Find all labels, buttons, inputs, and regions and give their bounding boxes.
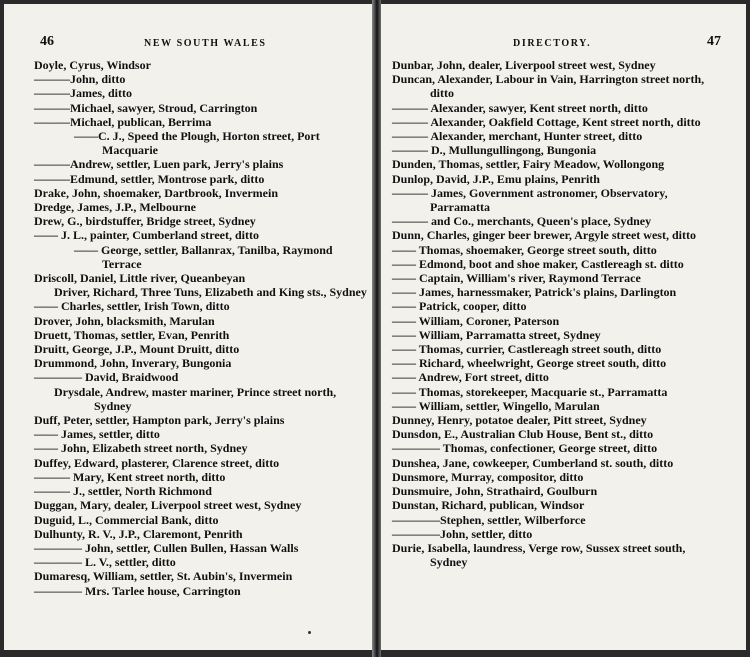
entry: ———— John, settler, Cullen Bullen, Hassan Walls — [34, 540, 299, 555]
entry: Duguid, L., Commercial Bank, ditto — [34, 512, 219, 527]
entry: —— Edmond, boot and shoe maker, Castlereagh st. ditto — [392, 256, 684, 271]
entry: ———Andrew, settler, Luen park, Jerry's plains — [34, 157, 284, 172]
scan-border-left — [0, 0, 4, 657]
entry: Dunshea, Jane, cowkeeper, Cumberland st. south, ditto — [392, 455, 674, 470]
entry: ———Michael, sawyer, Stroud, Carrington — [34, 100, 258, 115]
entry: ——— James, Government astronomer, Observatory, Parramatta — [392, 185, 668, 215]
entry: —— John, Elizabeth street north, Sydney — [34, 441, 248, 456]
right-page-header — [395, 34, 721, 56]
entry: Dredge, James, J.P., Melbourne — [34, 200, 196, 215]
entry: Duff, Peter, settler, Hampton park, Jerry's plains — [34, 413, 285, 428]
entry: —— William, Coroner, Paterson — [392, 313, 560, 328]
entry: Druitt, George, J.P., Mount Druitt, ditto — [34, 342, 240, 357]
entry: —— William, settler, Wingello, Marulan — [392, 398, 600, 413]
book-gutter — [372, 0, 381, 657]
entry: Dunbar, John, dealer, Liverpool street west, Sydney — [392, 58, 656, 72]
left-page-header — [40, 34, 368, 56]
entry: —— J. L., painter, Cumberland street, ditto — [34, 228, 259, 243]
entry: Duffey, Edward, plasterer, Clarence street, ditto — [34, 455, 280, 470]
page-number: 47 — [707, 34, 721, 49]
entry: —— Thomas, shoemaker, George street south, ditto — [392, 242, 657, 257]
entry: Durie, Isabella, laundress, Verge row, Sussex street south, Sydney — [392, 540, 686, 570]
entry: ———John, ditto — [34, 72, 126, 87]
entry: —— Patrick, cooper, ditto — [392, 299, 527, 314]
page-number: 46 — [40, 34, 54, 49]
entry: ——— and Co., merchants, Queen's place, Sydney — [392, 214, 652, 229]
entry: —— Thomas, currier, Castlereagh street south, ditto — [392, 342, 662, 357]
entry: ————Stephen, settler, Wilberforce — [392, 512, 586, 527]
entry: ——— Alexander, merchant, Hunter street, ditto — [392, 129, 643, 144]
entry: Drew, G., birdstuffer, Bridge street, Sydney — [34, 214, 256, 229]
left-page — [34, 0, 368, 598]
entry: Driver, Richard, Three Tuns, Elizabeth and King sts., Sydney — [54, 285, 367, 300]
entry: ———— David, Braidwood — [34, 370, 179, 385]
entry: ———Edmund, settler, Montrose park, ditto — [34, 171, 265, 186]
entry: ———James, ditto — [34, 86, 132, 101]
entry: —— James, settler, ditto — [34, 427, 160, 442]
entry: ———Michael, publican, Berrima — [34, 114, 212, 129]
entry: Dumaresq, William, settler, St. Aubin's, Invermein — [34, 569, 293, 584]
right-page — [392, 0, 721, 570]
entry: ————John, settler, ditto — [392, 526, 533, 541]
running-head: NEW SOUTH WALES — [144, 38, 267, 49]
entry: ——— Mary, Kent street north, ditto — [34, 469, 226, 484]
entry: ———— Thomas, confectioner, George street, ditto — [392, 441, 658, 456]
entry: Drover, John, blacksmith, Marulan — [34, 313, 215, 328]
scan-border-right — [746, 0, 750, 657]
entry: Dunn, Charles, ginger beer brewer, Argyle street west, ditto — [392, 228, 696, 243]
entry: ——— J., settler, North Richmond — [34, 484, 212, 499]
entry: Drummond, John, Inverary, Bungonia — [34, 356, 232, 371]
entry: ———— L. V., settler, ditto — [34, 555, 176, 570]
entry: Dunsmuire, John, Strathaird, Goulburn — [392, 484, 598, 499]
entry: Drysdale, Andrew, master mariner, Prince street north, Sydney — [54, 384, 337, 413]
entry: —— Thomas, storekeeper, Macquarie st., Parramatta — [392, 384, 668, 399]
entry: Duggan, Mary, dealer, Liverpool street west, Sydney — [34, 498, 302, 513]
entry: Dulhunty, R. V., J.P., Claremont, Penrith — [34, 526, 243, 541]
entry: Dunsdon, E., Australian Club House, Bent st., ditto — [392, 427, 654, 442]
entry: —— Richard, wheelwright, George street south, ditto — [392, 356, 667, 371]
entry: ——— D., Mullungullingong, Bungonia — [392, 143, 597, 158]
entry: ———— Mrs. Tarlee house, Carrington — [34, 583, 241, 598]
entry: ——— Alexander, Oakfield Cottage, Kent street north, ditto — [392, 114, 701, 129]
entry: Drake, John, shoemaker, Dartbrook, Invermein — [34, 185, 279, 200]
entry: Duncan, Alexander, Labour in Vain, Harrington street north, ditto — [392, 72, 705, 101]
entry: —— Charles, settler, Irish Town, ditto — [34, 299, 230, 314]
entry: Druett, Thomas, settler, Evan, Penrith — [34, 327, 230, 342]
entry: —— James, harnessmaker, Patrick's plains, Darlington — [392, 285, 677, 300]
right-entry-list — [392, 58, 707, 569]
entry: —— William, Parramatta street, Sydney — [392, 327, 601, 342]
entry: Doyle, Cyrus, Windsor — [34, 58, 151, 72]
entry: Dunlop, David, J.P., Emu plains, Penrith — [392, 171, 600, 186]
entry: —— Andrew, Fort street, ditto — [392, 370, 549, 385]
entry: Dunsmore, Murray, compositor, ditto — [392, 469, 584, 484]
left-entry-list — [34, 58, 368, 598]
entry: Dunden, Thomas, settler, Fairy Meadow, Wollongong — [392, 157, 665, 172]
entry: —— Captain, William's river, Raymond Terrace — [392, 271, 641, 286]
ink-speck — [308, 631, 311, 634]
entry: ——C. J., Speed the Plough, Horton street, Port Macquarie — [74, 129, 320, 158]
entry: Driscoll, Daniel, Little river, Queanbeyan — [34, 271, 246, 286]
entry: Dunney, Henry, potatoe dealer, Pitt street, Sydney — [392, 413, 647, 428]
entry: Dunstan, Richard, publican, Windsor — [392, 498, 585, 513]
entry: —— George, settler, Ballanrax, Tanilba, Raymond Terrace — [74, 242, 333, 271]
running-head: DIRECTORY. — [513, 38, 592, 49]
entry: ——— Alexander, sawyer, Kent street north, ditto — [392, 100, 648, 115]
